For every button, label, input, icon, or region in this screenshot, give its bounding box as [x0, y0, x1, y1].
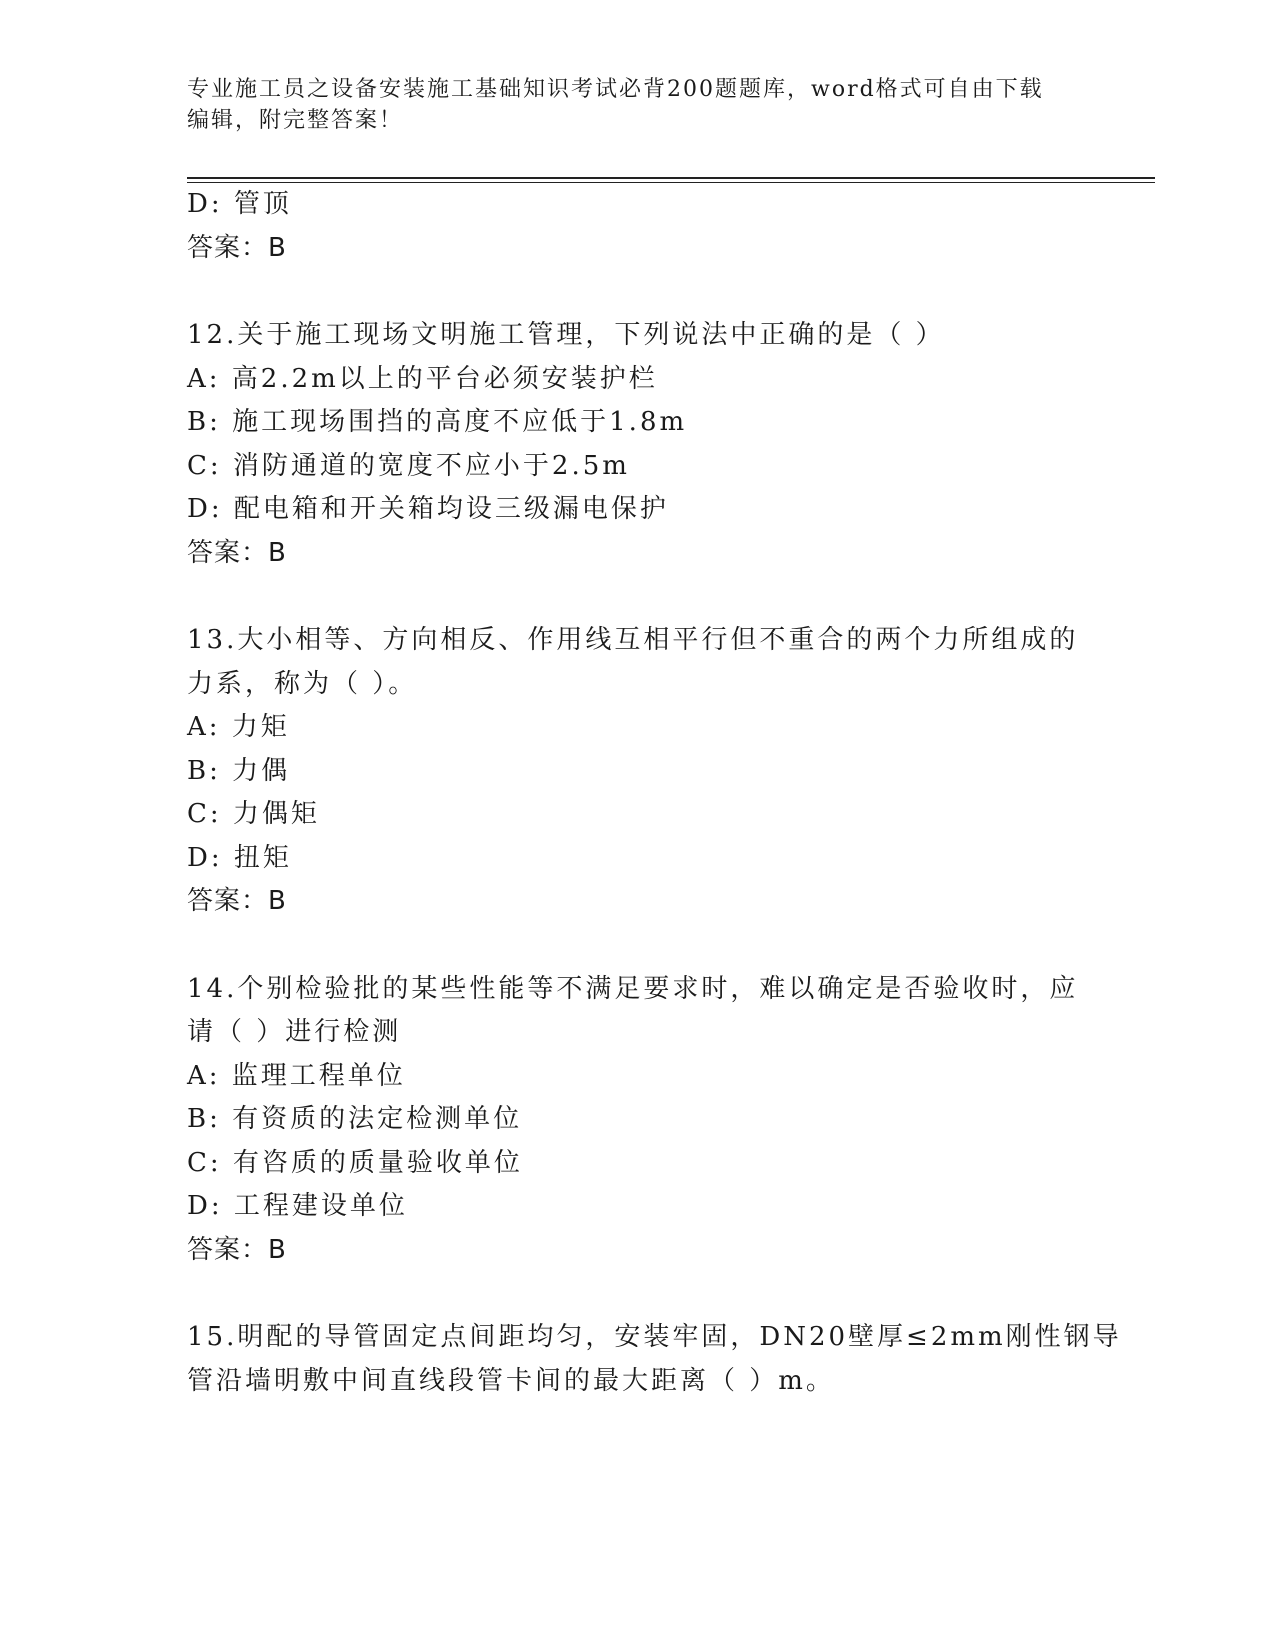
document-header	[187, 74, 1087, 136]
prev-answer: 答案：B	[187, 233, 287, 263]
question-12-stem: 12.关于施工现场文明施工管理，下列说法中正确的是（ ）	[187, 320, 945, 350]
question-14-stem-line-1: 14.个别检验批的某些性能等不满足要求时，难以确定是否验收时，应	[187, 974, 1079, 1004]
question-14-option-c: C: 有咨质的质量验收单位	[187, 1148, 523, 1178]
question-13-option-a: A: 力矩	[187, 712, 290, 742]
question-14-stem-line-2: 请（ ）进行检测	[187, 1017, 402, 1047]
question-15-stem-line-1: 15.明配的导管固定点间距均匀，安装牢固，DN20壁厚≤2mm刚性钢导	[187, 1322, 1122, 1352]
question-14-option-b: B: 有资质的法定检测单位	[187, 1104, 523, 1134]
header-rule-thick	[187, 177, 1155, 179]
question-13-option-c: C: 力偶矩	[187, 799, 320, 829]
question-13-stem-line-1: 13.大小相等、方向相反、作用线互相平行但不重合的两个力所组成的	[187, 625, 1079, 655]
prev-option-d: D: 管顶	[187, 189, 292, 219]
question-13-answer: 答案：B	[187, 886, 287, 916]
question-12-option-a: A: 高2.2m以上的平台必须安装护栏	[187, 364, 658, 394]
header-rule-thin	[187, 182, 1155, 183]
question-14-option-d: D: 工程建设单位	[187, 1191, 408, 1221]
question-15-stem-line-2: 管沿墙明敷中间直线段管卡间的最大距离（ ）m。	[187, 1366, 835, 1396]
question-14-option-a: A: 监理工程单位	[187, 1061, 406, 1091]
header-title-line-1: 专业施工员之设备安装施工基础知识考试必背200题题库，word格式可自由下载	[187, 77, 1044, 102]
question-12-answer: 答案：B	[187, 538, 287, 568]
question-12-option-d: D: 配电箱和开关箱均设三级漏电保护	[187, 494, 669, 524]
question-13-stem-line-2: 力系，称为（ ）。	[187, 669, 418, 699]
header-title-line-2: 编辑，附完整答案！	[187, 108, 404, 133]
question-12-option-b: B: 施工现场围挡的高度不应低于1.8m	[187, 407, 688, 437]
question-12-option-c: C: 消防通道的宽度不应小于2.5m	[187, 451, 630, 481]
question-13-option-b: B: 力偶	[187, 756, 291, 786]
question-13-option-d: D: 扭矩	[187, 843, 292, 873]
question-14-answer: 答案：B	[187, 1235, 287, 1265]
